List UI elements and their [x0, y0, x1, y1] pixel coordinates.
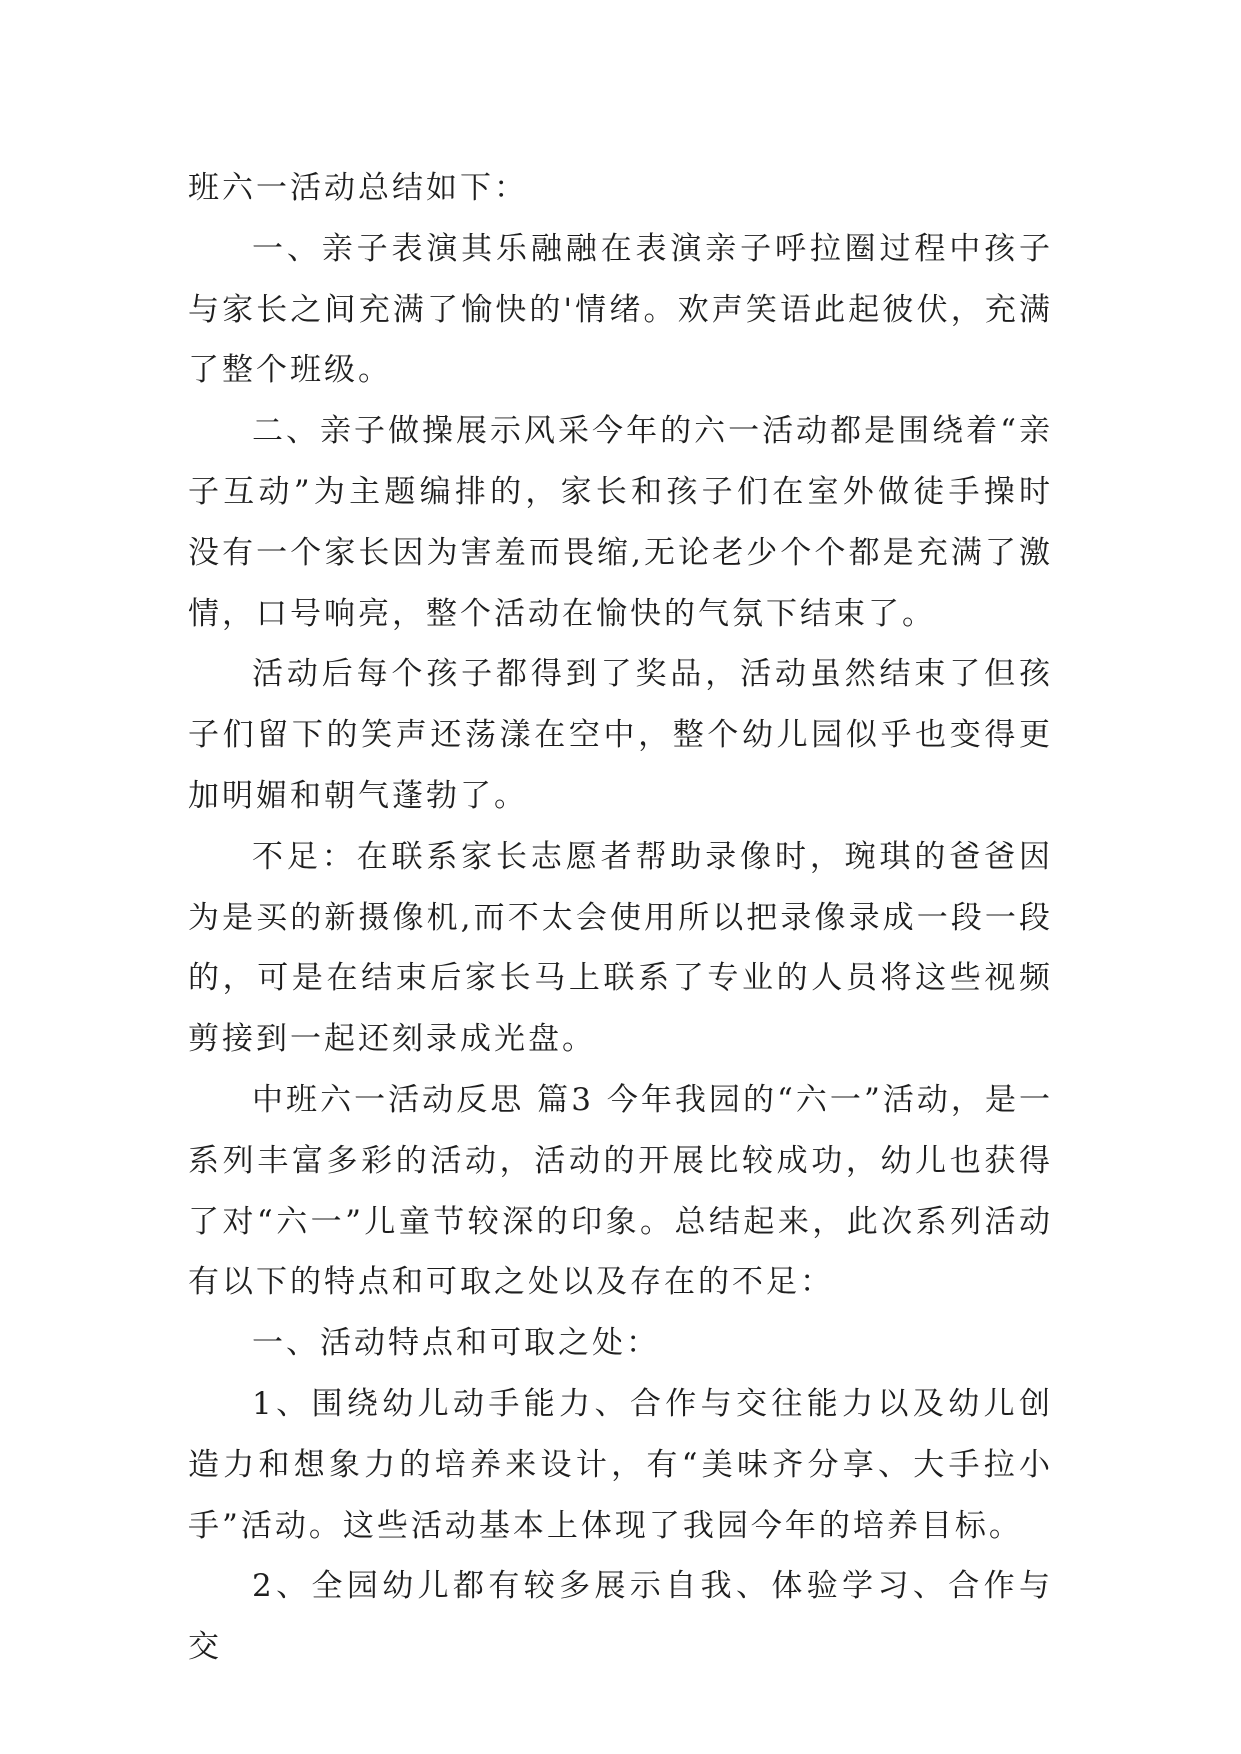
paragraph-point-1: 1、围绕幼儿动手能力、合作与交往能力以及幼儿创造力和想象力的培养来设计，有“美味齐分享、大手拉小手”活动。这些活动基本上体现了我园今年的培养目标。 — [188, 1385, 1053, 1544]
paragraph-section-heading: 一、活动特点和可取之处： — [252, 1325, 660, 1362]
paragraph-parent-child-performance: 一、亲子表演其乐融融在表演亲子呼拉圈过程中孩子与家长之间充满了愉快的'情绪。欢声笑语此起彼伏，充满了整个班级。 — [188, 230, 1053, 389]
document-body — [188, 158, 1053, 1678]
paragraph-point-2: 2、全园幼儿都有较多展示自我、体验学习、合作与交 — [188, 1568, 1053, 1666]
paragraph-parent-child-exercise: 二、亲子做操展示风采今年的六一活动都是围绕着“亲子互动”为主题编排的，家长和孩子们在室外做徒手操时没有一个家长因为害羞而畏缩,无论老少个个都是充满了激情，口号响亮，整个活动在愉快的气氛下结束了。 — [188, 413, 1053, 632]
paragraph-article-3-intro: 中班六一活动反思 篇3 今年我园的“六一”活动，是一系列丰富多彩的活动，活动的开展比较成功，幼儿也获得了对“六一”儿童节较深的印象。总结起来，此次系列活动有以下的特点和可取之处以及存在的不足： — [188, 1081, 1053, 1301]
paragraph-intro: 班六一活动总结如下： — [188, 170, 528, 206]
paragraph-shortcomings: 不足：在联系家长志愿者帮助录像时，琬琪的爸爸因为是买的新摄像机,而不太会使用所以把录像录成一段一段的，可是在结束后家长马上联系了专业的人员将这些视频剪接到一起还刻录成光盘。 — [188, 838, 1053, 1058]
paragraph-after-activity: 活动后每个孩子都得到了奖品，活动虽然结束了但孩子们留下的笑声还荡漾在空中，整个幼儿园似乎也变得更加明媚和朝气蓬勃了。 — [188, 656, 1053, 814]
